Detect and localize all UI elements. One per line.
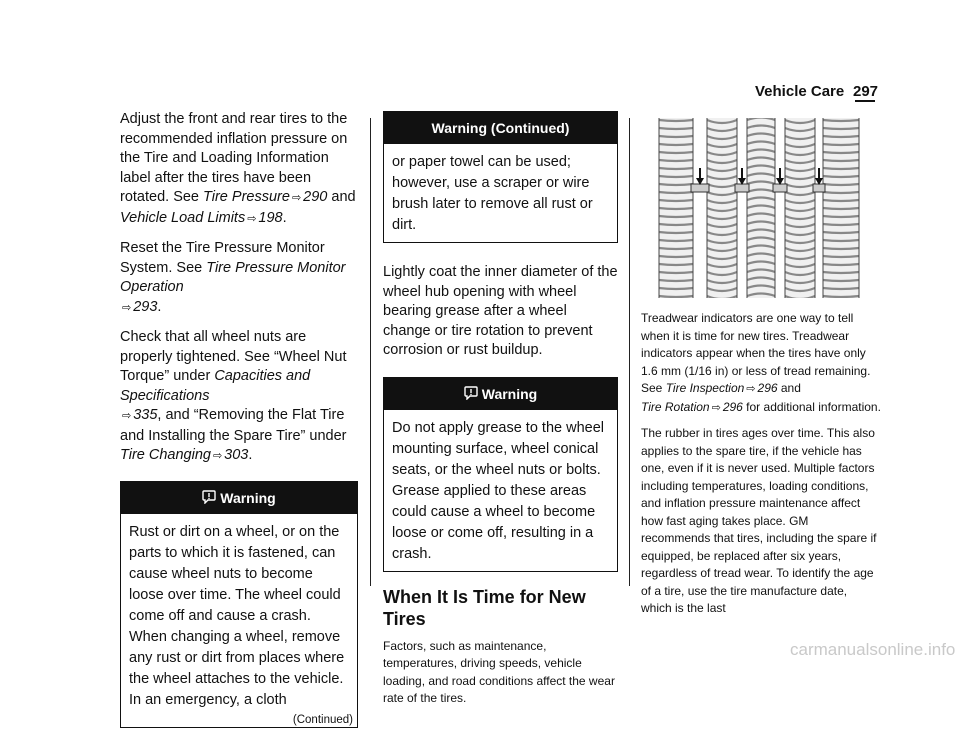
column-divider [370,118,371,586]
page-ref-arrow-icon: ⇨ [711,401,721,414]
tread-sipe [659,176,693,177]
tread-sipe [823,232,859,233]
tread-sipe [823,280,859,281]
page-ref-arrow-icon: ⇨ [122,410,132,422]
tread-sipe [659,248,693,249]
warning-header [384,378,617,410]
tread-sipe [659,240,693,241]
wear-indicator-bar [813,184,825,192]
tread-sipe [823,144,859,145]
paragraph-text: Reset the Tire Pressure Monitor System. See [120,240,325,276]
paragraph-text: for additional information. [742,399,881,414]
warning-title: Warning [481,385,538,402]
running-header-title: Vehicle Care [755,83,845,100]
xref-page[interactable]: 290 [303,189,328,205]
page-ref-arrow-icon: ⇨ [247,212,257,225]
paragraph-text: Check that all wheel nuts are properly tightened. See “Wheel Nut Torque” under [120,329,347,384]
warning-title: Warning [220,489,276,506]
paragraph-text: Adjust the front and rear tires to the recommended inflation pressure on the Tire and Loading Information label after the tires have been rotated. See [120,111,348,205]
column-3 [641,310,881,626]
xref-page[interactable]: 198 [258,209,283,226]
warning-body: or paper towel can be used; however, use a scraper or wire brush later to remove all rust or dirt. [392,154,593,233]
paragraph-text: and [777,381,801,395]
warning-icon [464,379,478,411]
tread-sipe [659,272,693,273]
warning-body: Do not apply grease to the wheel mounting surface, wheel conical seats, or the wheel nuts or bolts. Grease applied to these areas could cause a wheel to become loose or come off, resulting in a crash. [392,419,604,562]
tread-sipe [823,216,859,217]
tread-sipe [823,128,859,129]
paragraph-tire-aging: The rubber in tires ages over time. This also applies to the spare tire, if the vehicle has one, even if it is never used. Multiple factors including temperatures, loading conditions, and inflation pressure maintenance affect how fast aging takes place. GM recommends that tires, including the spare if equipped, be replaced after six years, regardless of tread wear. To identify the age of a tire, use the tire manufacture date, which is the last [641,426,877,615]
paragraph-check-nuts [120,328,358,467]
tread-sipe [659,192,693,193]
tread-sipe [659,232,693,233]
paragraph-rotate-adjust [120,110,358,229]
xref-page[interactable]: 296 [757,381,778,395]
tread-sipe [823,200,859,201]
tread-sipe [659,224,693,225]
paragraph-text: . [157,298,162,315]
warning-box-rust [120,481,358,728]
tread-sipe [823,256,859,257]
paragraph-text: . [248,447,253,463]
tire-tread-wear-indicator-illustration [657,118,860,298]
watermark: carmanualsonline.info [790,640,956,659]
warning-body: Rust or dirt on a wheel, or on the parts to which it is fastened, can cause wheel nuts to become loose over time. The wheel could come off and cause a crash. When changing a wheel, remove any rust or dirt from places where the wheel attaches to the vehicle. In an emergency, a cloth [129,523,345,708]
tread-sipe [659,200,693,201]
tread-sipe [823,272,859,273]
warning-header [121,482,357,514]
page-ref-arrow-icon: ⇨ [746,383,756,395]
column-2 [383,111,618,718]
paragraph-reset-tpms [120,239,358,318]
xref-page[interactable]: 335 [133,407,158,423]
tread-sipe [659,128,693,129]
tread-sipe [823,120,859,121]
paragraph-text: Treadwear indicators are one way to tell when it is time for new tires. Treadwear indicators appear when the tires have only 1.6 mm (1/16 in) or less of tread remaining. See [641,311,871,395]
xref-page[interactable]: 293 [133,298,158,315]
wear-indicator-bar [735,184,749,192]
xref-link[interactable]: Vehicle Load Limits [120,209,246,226]
tread-sipe [659,136,693,137]
warning-box-continued [383,111,618,243]
tread-sipe [823,248,859,249]
page-number: 297 [853,83,879,100]
xref-link[interactable]: Tire Changing [120,447,211,463]
column-1 [120,110,358,742]
tread-sipe [659,216,693,217]
tread-sipe [823,296,859,297]
tread-sipe [823,192,859,193]
tread-sipe [659,256,693,257]
tread-sipe [823,224,859,225]
tread-sipe [659,280,693,281]
tread-sipe [659,296,693,297]
page-ref-arrow-icon: ⇨ [212,450,223,462]
tread-sipe [659,160,693,161]
tread-sipe [823,240,859,241]
page-ref-arrow-icon: ⇨ [122,301,132,314]
xref-link[interactable]: Tire Rotation [641,399,710,414]
tread-sipe [659,208,693,209]
column-divider [629,118,630,586]
tread-sipe [823,176,859,177]
tread-sipe [659,264,693,265]
wear-indicator-bar [773,184,787,192]
xref-link[interactable]: Tire Pressure [203,189,290,205]
tread-sipe [823,168,859,169]
paragraph-treadwear-indicators [641,310,881,417]
paragraph-wear-factors: Factors, such as maintenance, temperatures, driving speeds, vehicle loading, and road conditions affect the wear rate of the tires. [383,638,615,705]
section-title: When It Is Time for New Tires [383,586,586,629]
tread-sipe [659,144,693,145]
paragraph-text: and [327,189,356,205]
xref-link[interactable]: Tire Pressure Monitor Operation [120,259,346,295]
wear-indicator-bar [691,184,709,192]
warning-box-grease [383,377,618,572]
paragraph-grease-hub: Lightly coat the inner diameter of the wheel hub opening with wheel bearing grease after a wheel change or tire rotation to prevent corrosion or rust buildup. [383,264,618,358]
warning-header: Warning (Continued) [384,112,617,144]
tread-sipe [659,152,693,153]
tread-sipe [823,264,859,265]
tread-sipe [659,288,693,289]
tread-sipe [659,120,693,121]
page-number-underline [855,100,875,102]
xref-page[interactable]: 303 [224,447,249,463]
paragraph-text: . [282,209,287,226]
tread-sipe [823,208,859,209]
tread-sipe [659,184,693,185]
page-ref-arrow-icon: ⇨ [291,192,302,204]
continued-label: (Continued) [292,713,353,726]
xref-link[interactable]: Capacities and Specifications [120,368,311,404]
tread-sipe [823,288,859,289]
tread-sipe [659,168,693,169]
tread-sipe [823,152,859,153]
xref-page[interactable]: 296 [722,399,743,414]
tread-sipe [823,136,859,137]
tread-sipe [823,184,859,185]
paragraph-text: , and “Removing the Flat Tire and Installing the Spare Tire” under [120,407,347,444]
warning-icon [202,483,216,515]
xref-link[interactable]: Tire Inspection [665,381,745,395]
tread-sipe [823,160,859,161]
